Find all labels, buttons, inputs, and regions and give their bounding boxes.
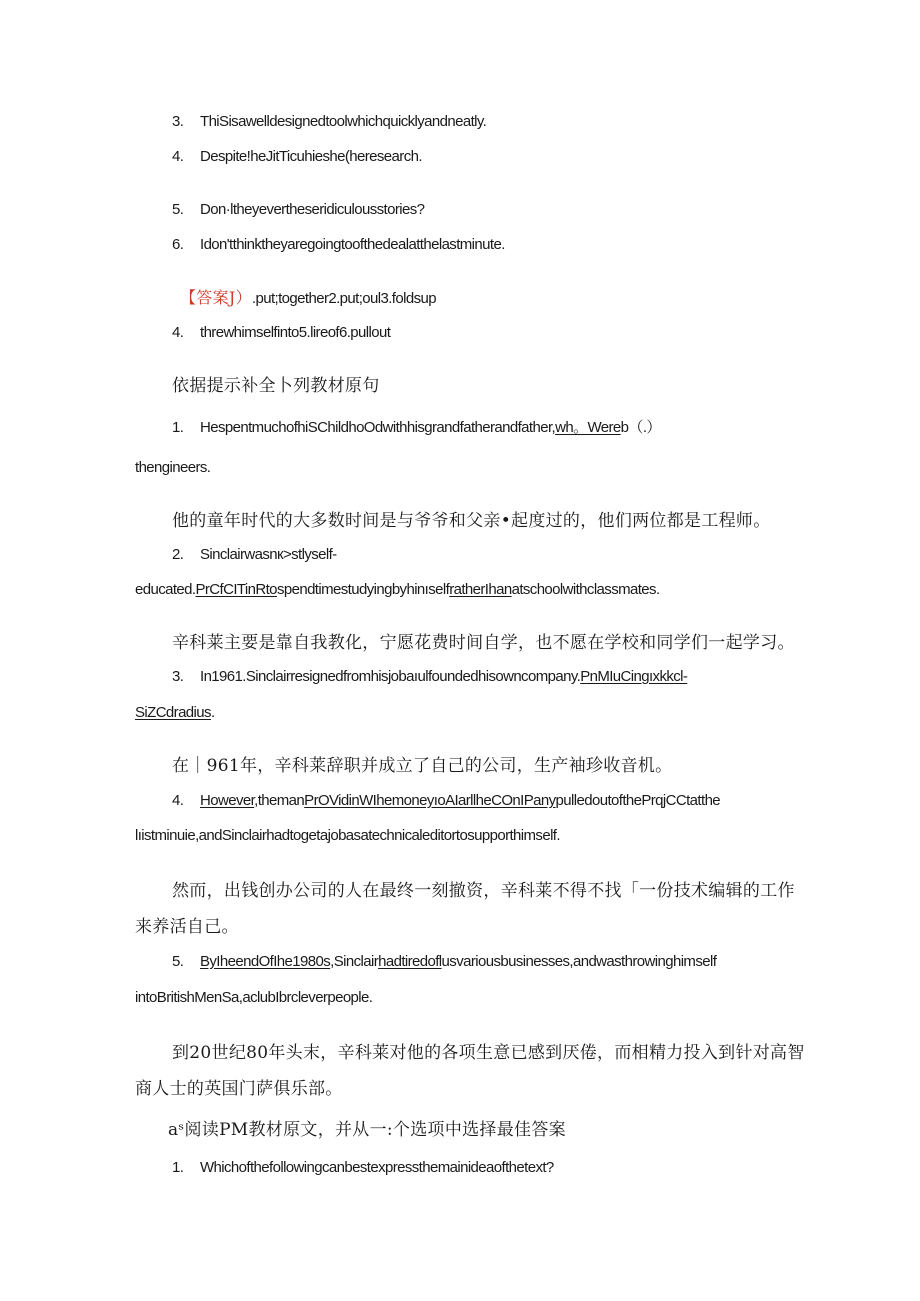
answer-text: .put;together2.put;oul3.foldsup xyxy=(251,290,436,307)
sentence-continuation xyxy=(135,704,215,721)
sentence-translation: 然而，出钱创办公司的人在最终一刻撤资，辛科莱不得不找「一份技术编辑的工作 xyxy=(172,881,795,901)
sentence-number: 4. xyxy=(172,792,184,809)
answer-text: threwhimselfinto5.lireof6.pullout xyxy=(200,324,391,341)
blank-answer: ratherIhan xyxy=(449,581,512,598)
blank-answer: SiZCdradius xyxy=(135,704,211,721)
answer-line xyxy=(180,285,436,308)
sentence-text: b（.） xyxy=(620,419,661,436)
sentence-continuation: lıistminuie,andSinclairhadtogetajobasatechnicaleditortosupporthimself. xyxy=(135,827,560,844)
sentence-2 xyxy=(172,546,337,563)
item-number: 4. xyxy=(172,148,184,165)
sentence-number: 5. xyxy=(172,953,184,970)
sentence-3 xyxy=(172,668,687,685)
item-number: 6. xyxy=(172,236,184,253)
sentence-translation: 来养活自己。 xyxy=(135,917,239,937)
sentence-text: usvariousbusinesses,andwasthrowinghimself xyxy=(441,953,717,970)
sentence-number: 1. xyxy=(172,419,184,436)
sentence-5 xyxy=(172,953,716,970)
answer-line-2 xyxy=(172,324,390,341)
sentence-number: 2. xyxy=(172,546,184,563)
section-title: 依据提示补全卜列教材原句 xyxy=(172,376,380,396)
exercise-item xyxy=(172,236,505,253)
sentence-translation: 商人士的英国门萨俱乐部。 xyxy=(135,1079,343,1099)
sentence-text: In1961.Sinclairresignedfromhisjobaıulfoundedhisowncompany. xyxy=(200,668,581,685)
sentence-text: atschoolwithclassmates. xyxy=(511,581,660,598)
item-text: ThiSisawelldesignedtoolwhichquicklyandneatly. xyxy=(200,113,487,130)
question-text: Whichofthefollowingcanbestexpressthemainideaofthetext? xyxy=(200,1159,554,1176)
blank-answer: However xyxy=(200,792,255,809)
sentence-text: HespentmuchofhiSChildhoOdwithhisgrandfatherandfather, xyxy=(200,419,556,436)
sentence-number: 3. xyxy=(172,668,184,685)
sentence-text: ,Sinclair xyxy=(330,953,379,970)
item-number: 3. xyxy=(172,113,184,130)
sentence-translation: 他的童年时代的大多数时间是与爷爷和父亲•起度过的，他们两位都是工程师。 xyxy=(172,511,771,531)
sentence-text: educated. xyxy=(135,581,196,598)
exercise-item xyxy=(172,148,422,165)
blank-answer: PnMIuCingıxkkcl- xyxy=(580,668,688,685)
item-number: 5. xyxy=(172,201,184,218)
answer-label: 【答案J） xyxy=(180,288,252,307)
blank-answer: ByIheendOfIhe1980s xyxy=(200,953,331,970)
exercise-item xyxy=(172,113,486,130)
item-number: 4. xyxy=(172,324,184,341)
question xyxy=(172,1159,554,1176)
blank-answer: wh。Were xyxy=(555,419,621,436)
item-text: Idon'tthinktheyaregoingtoofthedealatthelastminute. xyxy=(200,236,505,253)
sentence-translation: 在｜961年，辛科莱辞职并成立了自己的公司，生产袖珍收音机。 xyxy=(172,756,673,776)
blank-answer: hadtiredofl xyxy=(378,953,442,970)
sentence-continuation: thengineers. xyxy=(135,459,211,476)
question-number: 1. xyxy=(172,1159,184,1176)
exercise-item xyxy=(172,201,424,218)
blank-answer: PrCfCITinRto xyxy=(195,581,277,598)
reading-title: aˢ阅读PM教材原文，并从一:个选项中选择最佳答案 xyxy=(168,1120,566,1140)
sentence-text: . xyxy=(210,704,215,721)
sentence-continuation xyxy=(135,581,660,598)
sentence-text: ,theman xyxy=(254,792,305,809)
item-text: Despite!heJitTicuhieshe(heresearch. xyxy=(200,148,422,165)
sentence-text: spendtimestudyingbyhinıself xyxy=(276,581,450,598)
sentence-continuation: intoBritishMenSa,aclubIbrcleverpeople. xyxy=(135,989,373,1006)
sentence-1 xyxy=(172,416,661,437)
sentence-text: Sinclairwasnк>stlyself- xyxy=(200,546,337,563)
sentence-translation: 到20世纪80年头末，辛科莱对他的各项生意已感到厌倦，而相精力投入到针对高智 xyxy=(172,1043,805,1063)
sentence-4 xyxy=(172,792,720,809)
item-text: Don·ltheyevertheseridiculousstories? xyxy=(200,201,425,218)
blank-answer: PrOVidinWIhemoneyıoAIarllheCOnIPany xyxy=(304,792,556,809)
sentence-translation: 辛科莱主要是靠自我教化，宁愿花费时间自学，也不愿在学校和同学们一起学习。 xyxy=(172,633,795,653)
sentence-text: pulledoutofthePrqjCCtatthe xyxy=(555,792,721,809)
